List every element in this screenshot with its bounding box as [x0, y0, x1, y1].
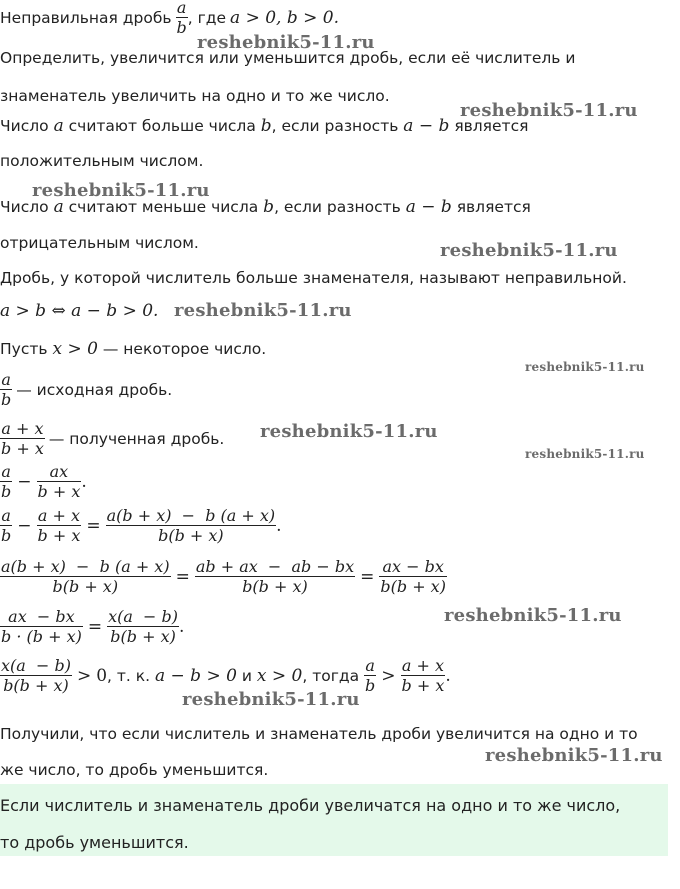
difference-expression: $\frac{a}{b}$ − $\frac{ax}{b + x}$ .: [1, 462, 87, 501]
new-fraction-line: $\frac{a + x}{b + x}$ — полученная дробь.: [1, 419, 225, 458]
watermark: reshebnik5-11.ru: [525, 447, 645, 461]
original-fraction-line: $\frac{a}{b}$ — исходная дробь.: [1, 370, 173, 409]
fraction-original: $\frac{a}{b}$: [1, 370, 12, 409]
equivalence-line: a > b ⇔ a − b > 0.: [0, 301, 159, 321]
fraction-new: $\frac{a + x}{b + x}$: [1, 419, 44, 458]
watermark: reshebnik5-11.ru: [444, 605, 622, 626]
difference-step-1: $\frac{a}{b}$ − $\frac{a + x}{b + x}$ = $\frac{a(b + x) - b (a + x)}{b(b + x)}$ .: [1, 506, 282, 545]
let-x-line: Пусть x > 0 — некоторое число.: [0, 339, 267, 359]
definition-less: Число a считают меньше числа b, если разность a − b является: [0, 197, 531, 217]
definition-greater-2: положительным числом.: [0, 152, 204, 170]
conclusion-line-2: то дробь уменьшится.: [0, 833, 189, 852]
watermark: reshebnik5-11.ru: [32, 180, 210, 201]
fraction-a-over-b: $\frac{a}{b}$: [176, 0, 187, 37]
improper-fraction-definition: Дробь, у которой числитель больше знаменателя, называют неправильной.: [0, 269, 627, 287]
watermark: reshebnik5-11.ru: [197, 32, 375, 53]
watermark: reshebnik5-11.ru: [485, 745, 663, 766]
watermark: reshebnik5-11.ru: [525, 360, 645, 374]
difference-step-3: $\frac{ax - bx}{b \cdot (b + x)}$ = $\frac{x(a - b)}{b(b + x)}$ .: [1, 607, 185, 646]
watermark: reshebnik5-11.ru: [260, 421, 438, 442]
definition-less-2: отрицательным числом.: [0, 234, 199, 252]
watermark: reshebnik5-11.ru: [174, 300, 352, 321]
result-line-1: Получили, что если числитель и знаменатель дроби увеличится на одно и то: [0, 725, 638, 743]
intro-condition: a > 0, b > 0.: [230, 7, 340, 28]
watermark: reshebnik5-11.ru: [182, 689, 360, 710]
definition-greater: Число a считают больше числа b, если разность a − b является: [0, 116, 529, 136]
watermark: reshebnik5-11.ru: [460, 100, 638, 121]
watermark: reshebnik5-11.ru: [440, 240, 618, 261]
intro-where: , где: [187, 8, 227, 27]
conclusion-line-1: Если числитель и знаменатель дроби увеличатся на одно и то же число,: [0, 796, 621, 815]
result-line-2: же число, то дробь уменьшится.: [0, 761, 269, 779]
difference-step-2: $\frac{a(b + x) - b (a + x)}{b(b + x)}$ = $\frac{ab + ax - ab - bx}{b(b + x)}$ = $\frac{ax - bx}{b(b + x)}$: [1, 557, 446, 596]
conclusion-inequality: $\frac{x(a - b)}{b(b + x)}$ > 0 , т. к. a − b > 0 и x > 0 , тогда $\frac{a}{b}$ > $\frac{a + x}{b + x}$ .: [1, 656, 451, 695]
task-line-1: Определить, увеличится или уменьшится дробь, если её числитель и: [0, 49, 576, 67]
task-line-2: знаменатель увеличить на одно и то же число.: [0, 87, 390, 105]
intro-text: Неправильная дробь: [0, 8, 172, 27]
